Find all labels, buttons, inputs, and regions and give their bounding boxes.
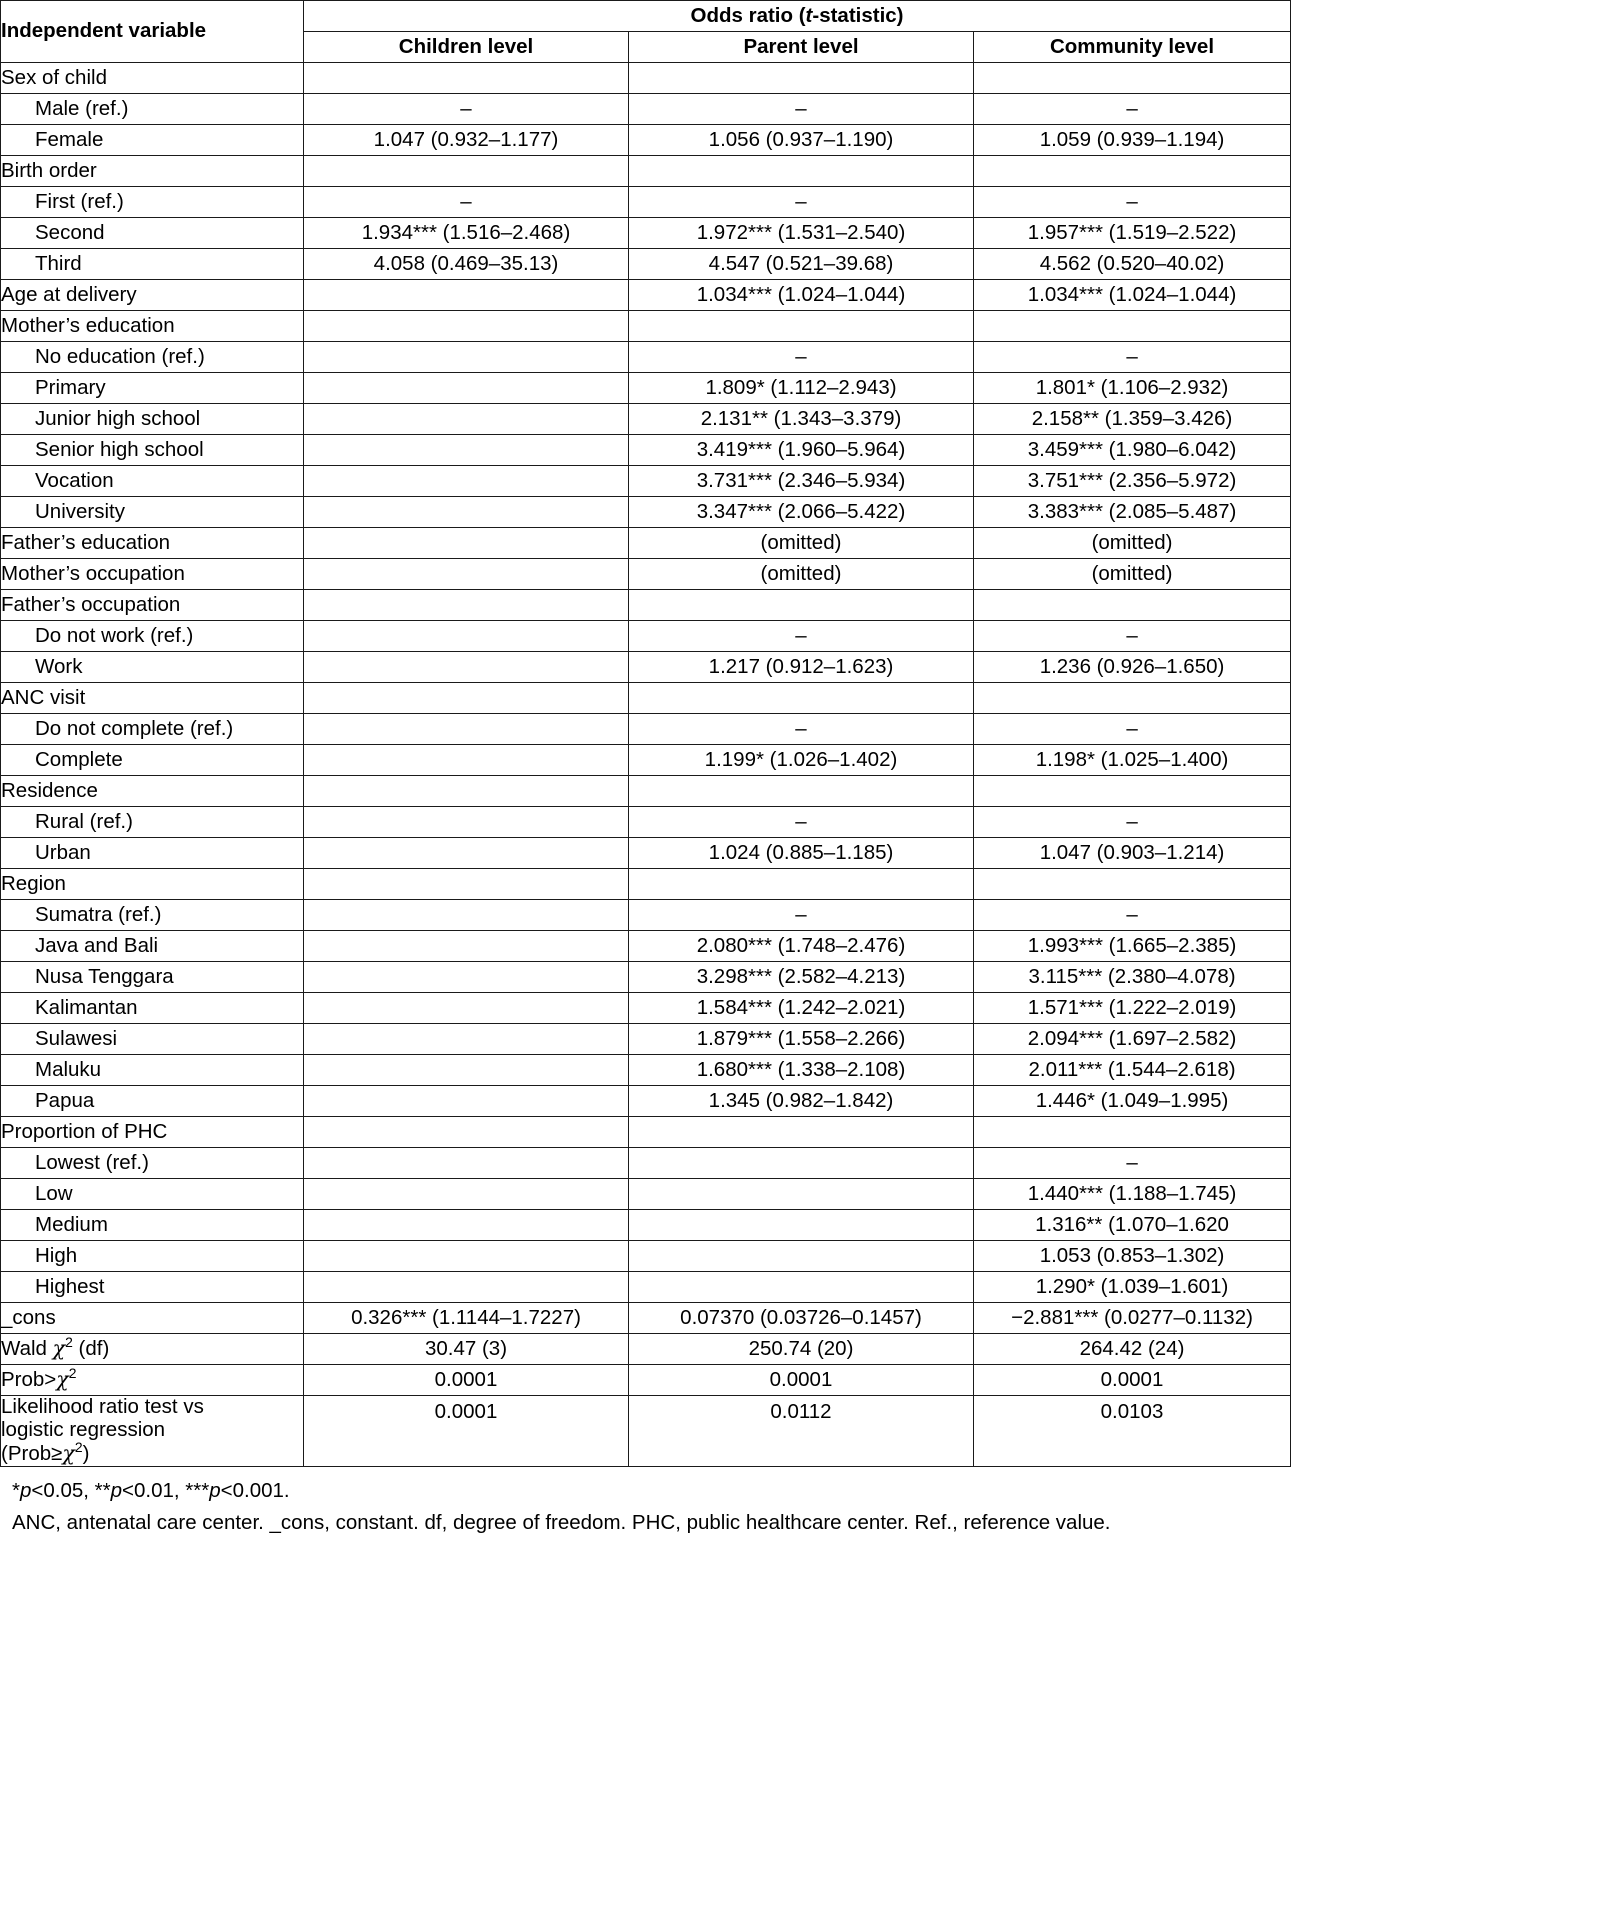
row-value: – xyxy=(629,714,974,745)
table-row xyxy=(1,1086,1291,1117)
row-value xyxy=(974,156,1291,187)
table-row xyxy=(1,621,1291,652)
row-label: Rural (ref.) xyxy=(1,807,304,838)
summary-row xyxy=(1,1365,1291,1396)
row-value: 1.345 (0.982–1.842) xyxy=(629,1086,974,1117)
row-value xyxy=(304,931,629,962)
table-row xyxy=(1,1179,1291,1210)
sig-star1: * xyxy=(12,1478,20,1502)
row-label: High xyxy=(1,1241,304,1272)
row-value: 1.957*** (1.519–2.522) xyxy=(974,218,1291,249)
row-label: Mother’s education xyxy=(1,311,304,342)
table-row xyxy=(1,63,1291,94)
row-value: 1.571*** (1.222–2.019) xyxy=(974,993,1291,1024)
row-value xyxy=(304,869,629,900)
row-value: – xyxy=(974,94,1291,125)
row-value xyxy=(304,776,629,807)
row-label: Senior high school xyxy=(1,435,304,466)
summary-value: 264.42 (24) xyxy=(974,1334,1291,1365)
row-label: Male (ref.) xyxy=(1,94,304,125)
row-value xyxy=(974,311,1291,342)
chi-symbol: χ xyxy=(56,1367,69,1392)
lr-line-1: Likelihood ratio test vs xyxy=(1,1395,204,1418)
row-label: Residence xyxy=(1,776,304,807)
row-value xyxy=(304,373,629,404)
row-value: 4.562 (0.520–40.02) xyxy=(974,249,1291,280)
table-row xyxy=(1,931,1291,962)
row-value xyxy=(304,714,629,745)
table-row xyxy=(1,776,1291,807)
row-value xyxy=(304,1055,629,1086)
row-value: 1.056 (0.937–1.190) xyxy=(629,125,974,156)
summary-value: 0.0001 xyxy=(304,1365,629,1396)
row-label: Nusa Tenggara xyxy=(1,962,304,993)
sig-val3: <0.001. xyxy=(220,1478,290,1502)
row-label: No education (ref.) xyxy=(1,342,304,373)
table-row xyxy=(1,1272,1291,1303)
row-value: 1.801* (1.106–2.932) xyxy=(974,373,1291,404)
row-value xyxy=(629,1210,974,1241)
row-value: 1.047 (0.903–1.214) xyxy=(974,838,1291,869)
significance-note xyxy=(12,1476,1600,1508)
lr-line-3 xyxy=(1,1439,303,1466)
row-value xyxy=(304,435,629,466)
row-value xyxy=(304,652,629,683)
row-value xyxy=(304,404,629,435)
header-parent-level: Parent level xyxy=(629,32,974,63)
table-row xyxy=(1,342,1291,373)
row-value: −2.881*** (0.0277–0.1132) xyxy=(974,1303,1291,1334)
row-value xyxy=(304,900,629,931)
chi-exponent: 2 xyxy=(68,1365,77,1382)
row-value: 2.094*** (1.697–2.582) xyxy=(974,1024,1291,1055)
summary-value: 250.74 (20) xyxy=(629,1334,974,1365)
row-label: Proportion of PHC xyxy=(1,1117,304,1148)
row-label: Papua xyxy=(1,1086,304,1117)
row-label: Mother’s occupation xyxy=(1,559,304,590)
table-row xyxy=(1,714,1291,745)
row-value xyxy=(629,156,974,187)
row-value: – xyxy=(304,94,629,125)
table-row xyxy=(1,94,1291,125)
row-label: Female xyxy=(1,125,304,156)
row-value xyxy=(304,311,629,342)
row-value xyxy=(304,745,629,776)
row-value: (omitted) xyxy=(974,559,1291,590)
row-value: 1.047 (0.932–1.177) xyxy=(304,125,629,156)
summary-value: 0.0001 xyxy=(629,1365,974,1396)
row-value: 1.053 (0.853–1.302) xyxy=(974,1241,1291,1272)
table-row xyxy=(1,187,1291,218)
row-value xyxy=(304,63,629,94)
row-value xyxy=(629,869,974,900)
row-value xyxy=(629,590,974,621)
table-row xyxy=(1,1117,1291,1148)
chi-exponent: 2 xyxy=(65,1334,73,1351)
sig-p2: p xyxy=(110,1478,123,1502)
table-row xyxy=(1,962,1291,993)
row-value: – xyxy=(629,807,974,838)
header-community-level: Community level xyxy=(974,32,1291,63)
table-row xyxy=(1,807,1291,838)
row-label: Urban xyxy=(1,838,304,869)
row-value xyxy=(974,1117,1291,1148)
row-value xyxy=(629,1148,974,1179)
row-value: – xyxy=(974,714,1291,745)
table-row xyxy=(1,466,1291,497)
summary-label xyxy=(1,1334,304,1365)
table-row xyxy=(1,1303,1291,1334)
row-value xyxy=(304,1210,629,1241)
row-value xyxy=(304,528,629,559)
row-value: – xyxy=(629,187,974,218)
row-value: 0.326*** (1.1144–1.7227) xyxy=(304,1303,629,1334)
row-value: 1.217 (0.912–1.623) xyxy=(629,652,974,683)
row-value: 1.236 (0.926–1.650) xyxy=(974,652,1291,683)
table-row xyxy=(1,404,1291,435)
row-value xyxy=(304,156,629,187)
summary-label-pre: Wald xyxy=(1,1337,53,1361)
row-label: Primary xyxy=(1,373,304,404)
row-label: Work xyxy=(1,652,304,683)
row-label: Java and Bali xyxy=(1,931,304,962)
chi-exponent: 2 xyxy=(74,1439,83,1456)
row-label: Medium xyxy=(1,1210,304,1241)
row-value xyxy=(974,869,1291,900)
row-label: University xyxy=(1,497,304,528)
table-row xyxy=(1,435,1291,466)
row-value: – xyxy=(629,342,974,373)
row-value: 2.011*** (1.544–2.618) xyxy=(974,1055,1291,1086)
header-odds-ratio-pre: Odds ratio ( xyxy=(690,3,806,27)
row-value xyxy=(304,1024,629,1055)
row-value: 1.059 (0.939–1.194) xyxy=(974,125,1291,156)
row-value: 1.879*** (1.558–2.266) xyxy=(629,1024,974,1055)
row-label: Region xyxy=(1,869,304,900)
table-row xyxy=(1,249,1291,280)
row-label: Birth order xyxy=(1,156,304,187)
row-value: 1.198* (1.025–1.400) xyxy=(974,745,1291,776)
row-value xyxy=(974,683,1291,714)
row-value xyxy=(304,466,629,497)
row-value: 1.316** (1.070–1.620 xyxy=(974,1210,1291,1241)
row-label: Vocation xyxy=(1,466,304,497)
row-value: 1.972*** (1.531–2.540) xyxy=(629,218,974,249)
table-row xyxy=(1,1148,1291,1179)
table-row xyxy=(1,218,1291,249)
row-label: Father’s education xyxy=(1,528,304,559)
table-row xyxy=(1,280,1291,311)
table-row xyxy=(1,311,1291,342)
row-label: Maluku xyxy=(1,1055,304,1086)
row-value xyxy=(629,1272,974,1303)
table-footnotes xyxy=(0,1467,1600,1537)
row-value xyxy=(974,590,1291,621)
row-value: 1.809* (1.112–2.943) xyxy=(629,373,974,404)
row-value xyxy=(629,1179,974,1210)
summary-value: 30.47 (3) xyxy=(304,1334,629,1365)
table-body xyxy=(1,63,1291,1467)
row-value xyxy=(304,1179,629,1210)
row-value: 2.158** (1.359–3.426) xyxy=(974,404,1291,435)
row-value xyxy=(304,1148,629,1179)
row-label: Do not work (ref.) xyxy=(1,621,304,652)
row-value: 1.290* (1.039–1.601) xyxy=(974,1272,1291,1303)
table-row xyxy=(1,590,1291,621)
summary-label-pre: Prob> xyxy=(1,1368,57,1392)
table-row xyxy=(1,1210,1291,1241)
row-value: 0.07370 (0.03726–0.1457) xyxy=(629,1303,974,1334)
table-row xyxy=(1,1241,1291,1272)
row-value: 2.080*** (1.748–2.476) xyxy=(629,931,974,962)
sig-star2: ** xyxy=(94,1478,111,1502)
row-value: – xyxy=(304,187,629,218)
row-value xyxy=(304,838,629,869)
header-children-level: Children level xyxy=(304,32,629,63)
row-value: 3.115*** (2.380–4.078) xyxy=(974,962,1291,993)
table-row xyxy=(1,838,1291,869)
row-value xyxy=(304,1241,629,1272)
table-row xyxy=(1,652,1291,683)
row-value xyxy=(629,311,974,342)
row-value xyxy=(304,683,629,714)
row-value: 1.446* (1.049–1.995) xyxy=(974,1086,1291,1117)
row-value: – xyxy=(974,807,1291,838)
row-label: _cons xyxy=(1,1303,304,1334)
row-label: Third xyxy=(1,249,304,280)
row-value: 4.547 (0.521–39.68) xyxy=(629,249,974,280)
table-row xyxy=(1,993,1291,1024)
row-value: 3.347*** (2.066–5.422) xyxy=(629,497,974,528)
row-label: Highest xyxy=(1,1272,304,1303)
table-row xyxy=(1,373,1291,404)
sig-p1: p xyxy=(19,1478,32,1502)
row-value xyxy=(304,1117,629,1148)
row-value: (omitted) xyxy=(974,528,1291,559)
row-value xyxy=(629,776,974,807)
row-label: Low xyxy=(1,1179,304,1210)
lr-line-2: logistic regression xyxy=(1,1417,166,1441)
row-label: Second xyxy=(1,218,304,249)
row-value: 3.298*** (2.582–4.213) xyxy=(629,962,974,993)
row-value xyxy=(629,63,974,94)
row-value: 1.934*** (1.516–2.468) xyxy=(304,218,629,249)
row-value xyxy=(304,807,629,838)
table-row xyxy=(1,125,1291,156)
lr-line3-pre: (Prob≥ xyxy=(1,1441,63,1465)
sig-p3: p xyxy=(209,1478,221,1502)
table-row xyxy=(1,156,1291,187)
row-value xyxy=(629,1117,974,1148)
row-value: 4.058 (0.469–35.13) xyxy=(304,249,629,280)
row-label: Age at delivery xyxy=(1,280,304,311)
row-value: 1.034*** (1.024–1.044) xyxy=(629,280,974,311)
row-value: 1.680*** (1.338–2.108) xyxy=(629,1055,974,1086)
header-row-top xyxy=(1,1,1291,32)
row-label: ANC visit xyxy=(1,683,304,714)
row-value xyxy=(304,962,629,993)
likelihood-ratio-value: 0.0112 xyxy=(629,1396,974,1467)
row-value xyxy=(304,590,629,621)
row-value: 3.731*** (2.346–5.934) xyxy=(629,466,974,497)
sig-val2: <0.01, xyxy=(122,1478,186,1502)
row-label: Sumatra (ref.) xyxy=(1,900,304,931)
table-row xyxy=(1,745,1291,776)
table-row xyxy=(1,869,1291,900)
row-value: – xyxy=(629,900,974,931)
row-value xyxy=(974,776,1291,807)
row-value xyxy=(974,63,1291,94)
row-label: Sex of child xyxy=(1,63,304,94)
row-value: – xyxy=(974,621,1291,652)
row-value: 2.131** (1.343–3.379) xyxy=(629,404,974,435)
row-value: (omitted) xyxy=(629,559,974,590)
row-value: 1.024 (0.885–1.185) xyxy=(629,838,974,869)
row-value: – xyxy=(974,342,1291,373)
row-label: Kalimantan xyxy=(1,993,304,1024)
row-value: 1.199* (1.026–1.402) xyxy=(629,745,974,776)
row-value: – xyxy=(629,621,974,652)
row-label: Do not complete (ref.) xyxy=(1,714,304,745)
likelihood-ratio-label xyxy=(1,1396,304,1467)
row-value xyxy=(629,1241,974,1272)
chi-symbol: χ xyxy=(62,1440,75,1465)
likelihood-ratio-row xyxy=(1,1396,1291,1467)
row-label: Lowest (ref.) xyxy=(1,1148,304,1179)
header-independent-variable: Independent variable xyxy=(1,1,304,63)
row-label: Junior high school xyxy=(1,404,304,435)
row-value: 1.993*** (1.665–2.385) xyxy=(974,931,1291,962)
row-value xyxy=(629,683,974,714)
table-row xyxy=(1,497,1291,528)
chi-symbol: χ xyxy=(52,1336,66,1361)
row-value: 3.459*** (1.980–6.042) xyxy=(974,435,1291,466)
row-value: – xyxy=(629,94,974,125)
row-label: Complete xyxy=(1,745,304,776)
row-value: – xyxy=(974,900,1291,931)
row-value: 3.751*** (2.356–5.972) xyxy=(974,466,1291,497)
table-header xyxy=(1,1,1291,63)
likelihood-ratio-value: 0.0001 xyxy=(304,1396,629,1467)
row-label: Father’s occupation xyxy=(1,590,304,621)
row-value: 1.034*** (1.024–1.044) xyxy=(974,280,1291,311)
row-value: (omitted) xyxy=(629,528,974,559)
row-value xyxy=(304,1086,629,1117)
table-row xyxy=(1,1055,1291,1086)
row-value xyxy=(304,621,629,652)
sig-val1: <0.05, xyxy=(31,1478,95,1502)
row-value: 3.383*** (2.085–5.487) xyxy=(974,497,1291,528)
row-value xyxy=(304,993,629,1024)
row-label: Sulawesi xyxy=(1,1024,304,1055)
row-value xyxy=(304,342,629,373)
row-value: 1.584*** (1.242–2.021) xyxy=(629,993,974,1024)
header-odds-ratio xyxy=(304,1,1291,32)
header-odds-ratio-italic: t xyxy=(805,3,813,27)
likelihood-ratio-value: 0.0103 xyxy=(974,1396,1291,1467)
table-row xyxy=(1,528,1291,559)
row-value xyxy=(304,497,629,528)
table-row xyxy=(1,683,1291,714)
summary-label xyxy=(1,1365,304,1396)
row-value xyxy=(304,559,629,590)
summary-label-post: (df) xyxy=(72,1337,110,1361)
summary-value: 0.0001 xyxy=(974,1365,1291,1396)
header-odds-ratio-post: -statistic) xyxy=(812,3,904,27)
row-value xyxy=(304,280,629,311)
row-value xyxy=(304,1272,629,1303)
row-value: 1.440*** (1.188–1.745) xyxy=(974,1179,1291,1210)
sig-star3: *** xyxy=(185,1478,210,1502)
table-row xyxy=(1,559,1291,590)
summary-row xyxy=(1,1334,1291,1365)
row-label: First (ref.) xyxy=(1,187,304,218)
table-row xyxy=(1,1024,1291,1055)
abbreviations-note: ANC, antenatal care center. _cons, constant. df, degree of freedom. PHC, public healthcare center. Ref., reference value. xyxy=(12,1510,1111,1534)
row-value: 3.419*** (1.960–5.964) xyxy=(629,435,974,466)
table-row xyxy=(1,900,1291,931)
row-value: – xyxy=(974,187,1291,218)
row-value: – xyxy=(974,1148,1291,1179)
lr-line3-post: ) xyxy=(82,1441,90,1465)
